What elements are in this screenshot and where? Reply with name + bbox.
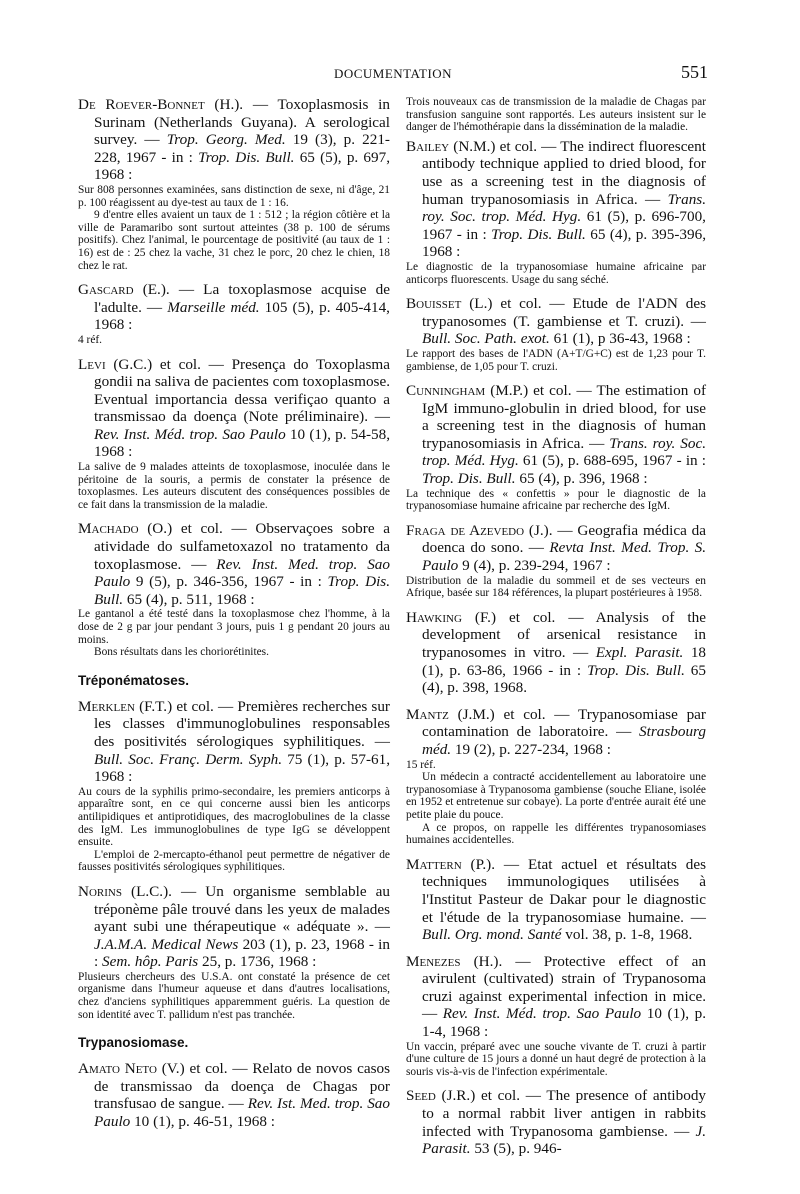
citation-details: 65 (4), p. 395-396, 1968 : (422, 225, 706, 261)
abstract-paragraph: A ce propos, on rappelle les différentes trypanosomiases humaines accidentelles. (406, 821, 706, 847)
bibliography-entry (406, 953, 706, 1079)
citation-text: et col. — The presence of antibody to a normal rabbit liver antigen in rabbits infected with Trypanosoma gambiense. — (422, 1087, 707, 1140)
citation-details: 18 (1), p. 63-86, 1966 - in : (422, 644, 706, 679)
citation-text: et col. — The estimation of IgM immuno-globulin in dried blood, for use a screening test in the diagnosis of human trypanosomiasis in Africa. — (422, 382, 706, 452)
journal-title: Trop. Georg. Med. (166, 131, 286, 149)
abstract (406, 1041, 706, 1079)
bibliography-entry (406, 1087, 706, 1157)
journal-title: Trop. Dis. Bull. (198, 148, 295, 166)
author: Fraga de Azevedo (J.). (406, 521, 553, 539)
reference-citation (406, 138, 706, 261)
author: Bouisset (L.) (406, 295, 493, 313)
author: Menezes (H.). (406, 952, 503, 970)
abstract-paragraph: Un médecin a contracté accidentellement au laboratoire une trypanosomiase à Trypanosoma gambiense (souche Eliane, isolée en 1952 et entretenue sur cobaye). La porte d'entrée aurait été une petite plaie du pouce. (406, 771, 706, 821)
citation-details: vol. 38, p. 1-8, 1968. (561, 926, 693, 944)
abstract-paragraph: La salive de 9 malades atteints de toxoplasmose, inoculée dans le péritoine de la souris, a permis de constater la présence de toxoplasmes. Les auteurs discutent des conséquences possibles de ce fait dans la transmission de la maladie. (78, 461, 390, 511)
citation-text: et col. — Analysis of the development of arsenical resistance in trypanosomes in vitro. — (422, 608, 706, 661)
journal-title: Expl. Parasit. (595, 644, 684, 661)
bibliography-entry (78, 281, 390, 346)
citation-details: 9 (4), p. 239-294, 1967 : (458, 557, 611, 575)
citation-text: et col. — Presença do Toxoplasma gondii na saliva de pacientes com toxoplasmose. Eventual importancia dessa verifiçao quanto a transmissao da doença (Note préliminaire). — (94, 355, 390, 426)
bibliography-entry (406, 522, 706, 600)
abstract-paragraph: Plusieurs chercheurs des U.S.A. ont constaté la présence de cet organisme dans l'humeur aqueuse et dans d'autres localisations, chez d'anciens syphilitiques apparemment guéris. La question de son identité avec T. pallidum n'est pas tranchée. (78, 970, 390, 1021)
bibliography-entry (406, 382, 706, 513)
journal-title: Strasbourg méd. (422, 723, 706, 758)
citation-details: 203 (1), p. 23, 1968 - in : (94, 935, 390, 971)
journal-title: Rev. Inst. Méd. trop. Sao Paulo (442, 1005, 642, 1023)
continued-abstract (406, 96, 706, 134)
bibliography-entry (406, 856, 706, 944)
author: Merklen (F.T.) (78, 697, 173, 715)
journal-title: Bull. Soc. Franç. Derm. Syph. (94, 750, 283, 768)
citation-details: 19 (3), p. 221-228, 1967 - in : (94, 131, 390, 166)
left-column (78, 96, 390, 1140)
journal-title: J. Parasit. (422, 1122, 706, 1158)
journal-title: Trop. Dis. Bull. (491, 225, 586, 243)
abstract-paragraph: Le gantanol a été testé dans la toxoplasmose chez l'homme, à la dose de 2 g par jour pendant 3 jours, puis 1 g pendant 20 jours au moins. (78, 608, 390, 646)
running-title: DOCUMENTATION (333, 66, 453, 81)
author: Seed (J.R.) (406, 1087, 476, 1105)
reference-citation (78, 1060, 390, 1130)
section-heading-treponematoses: Tréponématoses. (78, 672, 190, 688)
citation-text: — Toxoplasmosis in Surinam (Netherlands Guyana). A serological survey. — (94, 96, 390, 149)
abstract-paragraph: 15 réf. (406, 758, 436, 771)
citation-text: et col. — Premières recherches sur les classes d'immunoglobulines responsables des positivités sérologiques syphilitiques. — (94, 697, 390, 750)
citation-text: — Un organisme semblable au tréponème pâle trouvé dans les yeux de malades ayant subi une thérapeutique « adéquate ». — (94, 882, 390, 936)
citation-details: 105 (5), p. 405-414, 1968 : (94, 298, 390, 334)
citation-details: 65 (5), p. 697, 1968 : (94, 148, 390, 184)
abstract-paragraph: Au cours de la syphilis primo-secondaire, les premiers anticorps à apparaître sont, en ce qui concerne aussi bien les anticorps antilipidiques et antiprotidiques, des macroglobulines de la classe des IgM. Les immunoglobulines de type IgG se développent ensuite. (78, 785, 390, 849)
citation-text: — Geografia médica da doenca do sono. — (422, 521, 706, 557)
citation-details: 19 (2), p. 227-234, 1968 : (451, 740, 611, 758)
author: Mantz (J.M.) (406, 705, 495, 723)
citation-details: 9 (5), p. 346-356, 1967 - in : (130, 573, 328, 591)
abstract (78, 608, 390, 658)
citation-text: — Etat actuel et résultats des techniques immunologiques utilisées à l'Institut Pasteur de Dakar pour le diagnostic et l'étude de la trypanosomiase humaine. — (422, 855, 706, 926)
bibliography-entry (78, 96, 390, 272)
journal-title: Rev. Ist. Med. trop. Sao Paulo (94, 1095, 390, 1131)
abstract-paragraph: Sur 808 personnes examinées, sans distinction de sexe, ni d'âge, 21 p. 100 réagissent au dye-test au taux de 1 : 16. (78, 183, 390, 209)
abstract-paragraph: Distribution de la maladie du sommeil et de ses vecteurs en Afrique, basée sur 184 références, la plupart postérieures à 1958. (406, 574, 706, 600)
reference-citation (406, 295, 706, 348)
journal-title: Rev. Inst. Med. trop. Sao Paulo (94, 555, 390, 591)
abstract (78, 786, 390, 874)
citation-text: — Protective effect of an avirulent (cultivated) strain of Trypanosoma cruzi against experimental infection in mice. — (422, 952, 706, 1023)
bibliography-entry (406, 609, 706, 697)
journal-title: Rev. Inst. Méd. trop. Sao Paulo (94, 425, 286, 443)
journal-title: Marseille méd. (167, 298, 260, 316)
reference-citation (78, 96, 390, 184)
bibliography-entry (78, 356, 390, 512)
reference-citation (78, 281, 390, 334)
citation-details: 61 (5), p. 688-695, 1967 - in : (518, 452, 707, 470)
reference-citation (406, 953, 706, 1041)
abstract (78, 184, 390, 272)
reference-citation (78, 883, 390, 971)
reference-citation (78, 356, 390, 462)
journal-title: Revta Inst. Med. Trop. S. Paulo (422, 539, 707, 575)
abstract-paragraph: 4 réf. (78, 333, 103, 346)
bibliography-entry (406, 295, 706, 373)
bibliography-entry (78, 520, 390, 658)
bibliography-entry (78, 698, 390, 874)
reference-citation (406, 706, 706, 759)
citation-text: et col. — Observaçoes sobre a atividade do sulfametoxazol no tratamento da toxoplasmose. — (94, 520, 390, 573)
page-number: 551 (681, 62, 708, 82)
reference-citation (406, 609, 706, 697)
journal-title: Trop. Dis. Bull. (94, 573, 390, 608)
journal-title: Bull. Org. mond. Santé (422, 926, 562, 944)
citation-details: 53 (5), p. 946- (470, 1140, 562, 1158)
reference-citation (78, 698, 390, 786)
author: Amato Neto (V.) (78, 1060, 185, 1078)
citation-details: 25, p. 1736, 1968 : (198, 953, 317, 971)
citation-text: et col. — Etude de l'ADN des trypanosomes (T. gambiense et T. cruzi). — (422, 295, 706, 330)
journal-title: Trans. roy. Soc. trop. Méd. Hyg. (422, 434, 706, 470)
author: Hawking (F.) (406, 608, 497, 626)
journal-title: Trop. Dis. Bull. (422, 470, 516, 488)
journal-title: Bull. Soc. Path. exot. (422, 330, 550, 348)
author: Machado (O.) (78, 520, 173, 538)
abstract-paragraph: Bons résultats dans les choriorétinites. (94, 646, 269, 659)
citation-details: 10 (1), p. 1-4, 1968 : (422, 1005, 706, 1041)
bibliography-entry (406, 138, 706, 286)
abstract-paragraph: L'emploi de 2-mercapto-éthanol peut permettre de négativer de fausses positivités sérologiques syphilitiques. (78, 848, 390, 874)
reference-citation (406, 1087, 706, 1157)
abstract (406, 488, 706, 513)
abstract-paragraph: La technique des « confettis » pour le diagnostic de la trypanosomiase humaine africaine par recherche des IgM. (406, 487, 706, 513)
author: Bailey (N.M.) (406, 137, 496, 155)
abstract (78, 461, 390, 511)
bibliography-entry (406, 706, 706, 847)
author: Norins (L.C.). (78, 882, 172, 900)
citation-text: — La toxoplasmose acquise de l'adulte. — (94, 281, 391, 316)
citation-details: 61 (5), p. 696-700, 1967 - in : (422, 208, 706, 243)
citation-details: 61 (1), p 36-43, 1968 : (549, 330, 691, 348)
reference-citation (406, 522, 706, 575)
author: Cunningham (M.P.) (406, 382, 529, 400)
citation-details: 10 (1), p. 46-51, 1968 : (130, 1113, 275, 1131)
abstract (406, 261, 706, 286)
citation-text: et col. — Trypanosomiase par contamination de laboratoire. — (422, 705, 706, 741)
citation-details: 75 (1), p. 57-61, 1968 : (94, 750, 390, 786)
citation-text: et col. — The indirect fluorescent antibody technique applied to dried blood, for use as a screening test in the diagnosis of human trypanosomiasis in Africa. — (422, 137, 706, 208)
journal-title: J.A.M.A. Medical News (94, 935, 239, 953)
author: De Roever-Bonnet (H.). (78, 96, 244, 113)
citation-details: 10 (1), p. 54-58, 1968 : (94, 425, 390, 461)
bibliography-entry (78, 1060, 390, 1130)
abstract-paragraph: Trois nouveaux cas de transmission de la maladie de Chagas par transfusion sanguine sont rapportés. Les auteurs insistent sur le danger de l'hémothérapie dans la dissémination de la maladie. (406, 96, 706, 134)
abstract-paragraph: 9 d'entre elles avaient un taux de 1 : 512 ; la région côtière et la ville de Paramaribo sont surtout atteintes (38 p. 100 de sérums positifs). Chez l'animal, le pourcentage de positivité (au taux de 1 : 16) est de : 25 chez la vache, 31 chez le porc, 20 chez le chien, 18 chez le rat. (78, 209, 390, 272)
abstract-paragraph: Le rapport des bases de l'ADN (A+T/G+C) est de 1,23 pour T. gambiense, de 1,05 pour T. cruzi. (406, 347, 706, 373)
author: Mattern (P.). (406, 855, 496, 873)
citation-details: 65 (4), p. 396, 1968 : (515, 470, 648, 488)
reference-citation (78, 520, 390, 608)
abstract (78, 971, 390, 1021)
bibliography-entry (78, 883, 390, 1021)
right-column (406, 96, 706, 1167)
author: Levi (G.C.) (78, 355, 153, 373)
running-header (78, 62, 708, 86)
citation-details: 65 (4), p. 398, 1968. (422, 661, 706, 697)
author: Gascard (E.). (78, 281, 170, 299)
reference-citation (406, 856, 706, 944)
reference-citation (406, 382, 706, 488)
citation-text: et col. — Relato de novos casos de transmissao da doença de Chagas por transfusao de sangue. — (94, 1060, 390, 1113)
abstract-paragraph: Le diagnostic de la trypanosomiase humaine africaine par anticorps fluorescents. Usage du sang séché. (406, 260, 706, 286)
abstract (406, 348, 706, 373)
abstract (78, 334, 390, 347)
journal-title: Sem. hôp. Paris (102, 953, 199, 971)
journal-title: Trans. roy. Soc. trop. Méd. Hyg. (422, 190, 706, 226)
section-heading-trypanosomiase: Trypanosiomase. (78, 1035, 189, 1051)
citation-details: 65 (4), p. 511, 1968 : (123, 590, 255, 608)
abstract (406, 759, 706, 847)
journal-title: Trop. Dis. Bull. (587, 661, 685, 679)
abstract (406, 575, 706, 600)
abstract-paragraph: Un vaccin, préparé avec une souche vivante de T. cruzi à partir d'une culture de 15 jours a donné un haut degré de protection à la souris vis-à-vis de l'infection expérimentale. (406, 1040, 706, 1078)
